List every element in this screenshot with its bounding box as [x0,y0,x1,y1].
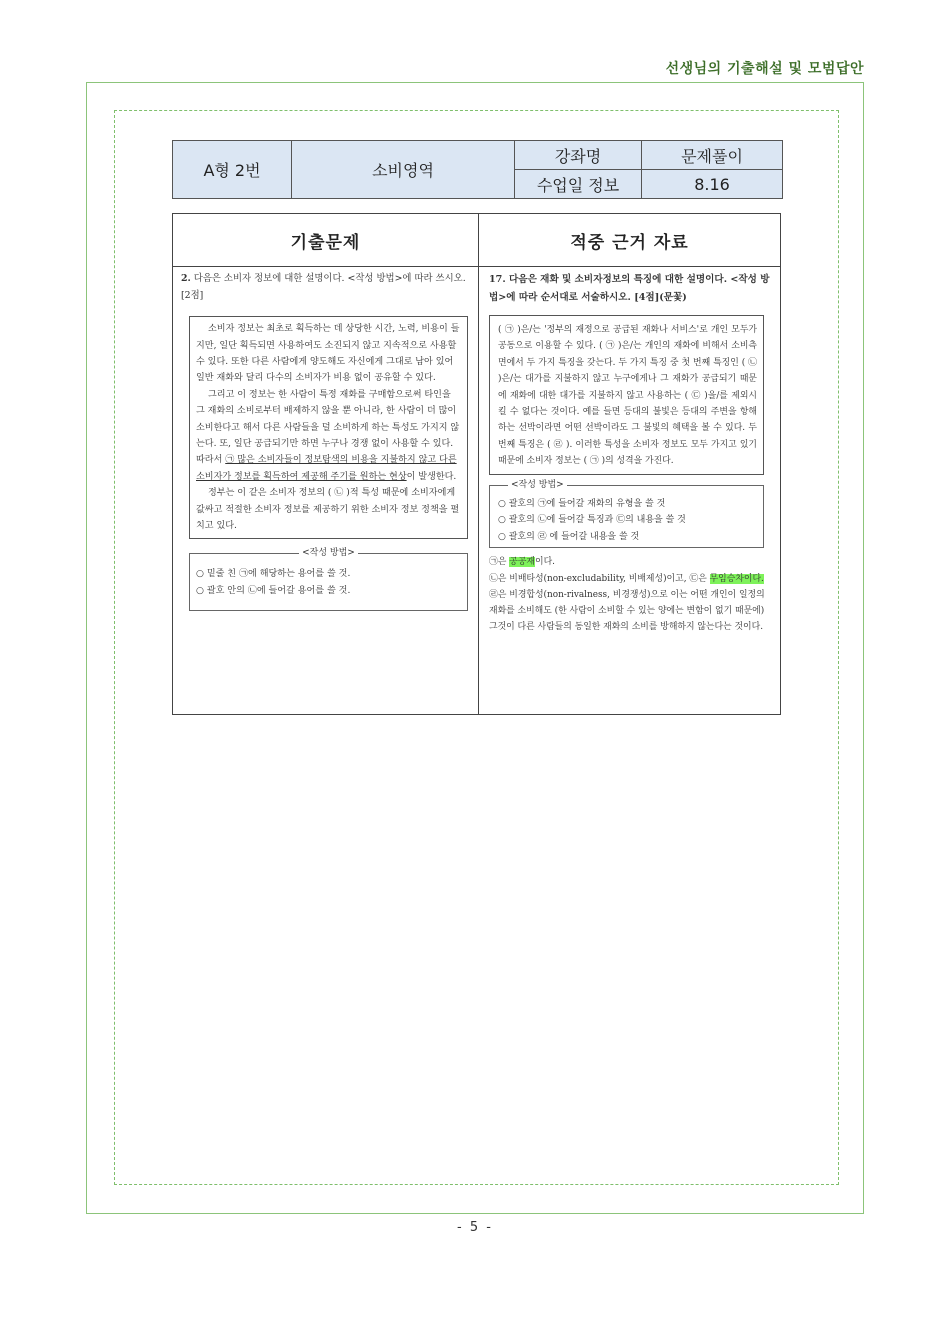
reference-method-item-1: ○ 괄호의 ㉠에 들어갈 재화의 유형을 쓸 것 [498,498,666,509]
answer-1-pre: ㉠은 [489,557,510,568]
underlined-phrase: ㉠ 많은 소비자들이 정보탐색의 비용을 지불하지 않고 다른 소비자가 정보를 획득하여 제공해 주기를 원하는 현상 [196,455,457,482]
passage-paragraph-2-end: 이 발생한다. [406,471,457,482]
question-number: 2. [181,273,191,284]
answer-2-pre: ㉡은 비배타성(non-excludability, 비배제성)이고, ㉢은 [489,573,710,584]
answer-1-post: 이다. [535,557,555,568]
reference-method-label: <작성 방법> [508,480,567,490]
exam-type: A형 2번 [173,141,292,199]
answer-block [489,554,768,635]
passage-paragraph-2-start: 그리고 이 정보는 한 사람이 특정 재화를 구매함으로써 타인을 그 재화의 소비로부터 배제하지 않을 뿐 아니라, 한 사람이 더 많이 소비한다고 해서 다른 사람들을 덜 소비하게 하는 특성도 가지지 않는다. 또, 일단 공급되기만 하면 누구나 경쟁 없이 사용할 수 있다. 따라서 [196,389,460,466]
passage-paragraph-2 [196,387,461,485]
method-item-2: ○ 괄호 안의 ㉡에 들어갈 용어를 쓸 것. [196,586,351,597]
reference-passage-box: ( ㉠ )은/는 '정부의 재정으로 공급된 재화나 서비스'로 개인 모두가 공동으로 이용할 수 있다. ( ㉠ )은/는 개인의 재화에 비해서 소비측면에서 두 가지 특징을 갖는다. 두 가지 특징 중 첫 번째 특징인 ( ㉡ )은/는 대가를 지불하지 않고 누구에게나 그 재화가 공급되기 때문에 재화에 대한 대가를 지불하지 않고 사용하는 ( ㉢ )을/를 제외시킬 수 없다는 것이다. 예를 들면 등대의 불빛은 등대의 주변을 항해하는 선박이라면 어떤 선박이라도 그 불빛의 혜택을 볼 수 있다. 두 번째 특징은 ( ㉣ ). 이러한 특성을 소비자 정보도 모두 가지고 있기 때문에 소비자 정보는 ( ㉠ )의 성격을 가진다. [489,315,764,475]
question-passage [189,316,468,539]
passage-paragraph-3: 정부는 이 같은 소비자 정보의 ( ㉡ )적 특성 때문에 소비자에게 값싸고 적절한 소비자 정보를 제공하기 위한 소비자 정보 정책을 펼치고 있다. [196,488,460,532]
reference-material-cell [479,267,781,715]
course-value: 문제풀이 [642,141,783,170]
exam-question-cell [173,267,479,715]
reference-method-item-2: ○ 괄호의 ㉡에 들어갈 특징과 ㉢의 내용을 쓸 것 [498,515,686,526]
header-title: 선생님의 기출해설 및 모범답안 [665,61,864,77]
date-value: 8.16 [642,170,783,199]
answer-2 [489,571,768,587]
date-label: 수업일 정보 [515,170,642,199]
reference-question-title: 17. 다음은 재화 및 소비자정보의 특징에 대한 설명이다. <작성 방법>에 따라 순서대로 서술하시오. [4점](문꽃) [489,274,770,303]
page-number: - 5 - [457,1220,493,1235]
reference-method-box [489,479,764,549]
writing-method-box [189,548,468,611]
answer-1 [489,554,768,570]
right-header: 적중 근거 자료 [479,214,781,267]
exam-question-title [173,267,478,304]
question-text: 다음은 소비자 정보에 대한 설명이다. <작성 방법>에 따라 쓰시오. [2점] [181,273,466,301]
answer-1-highlight: 공공재 [509,557,536,568]
info-table [172,140,783,199]
reference-method-item-3: ○ 괄호의 ㉣ 에 들어갈 내용을 쓸 것 [498,531,640,542]
left-header: 기출문제 [173,214,479,267]
course-label: 강좌명 [515,141,642,170]
answer-2-highlight: 무임승차이다. [709,573,764,584]
answer-3: ㉣은 비경합성(non-rivalness, 비경쟁성)으로 이는 어떤 개인이 일정의 재화를 소비해도 (한 사람이 소비할 수 있는 양에는 변함이 없기 때문에) 그것이 다른 사람들의 동일한 재화의 소비를 방해하지 않는다는 것이다. [489,589,765,633]
exam-area: 소비영역 [292,141,515,199]
main-table [172,213,781,715]
passage-paragraph-1: 소비자 정보는 최초로 획득하는 데 상당한 시간, 노력, 비용이 들지만, 일단 획득되면 사용하여도 소진되지 않고 지속적으로 사용할 수 있다. 또한 다른 사람에게 양도해도 자신에게 그대로 남아 있어 일반 재화와 달리 다수의 소비자가 비용 없이 공유할 수 있다. [196,324,460,384]
method-item-1: ○ 밑줄 친 ㉠에 해당하는 용어를 쓸 것. [196,569,351,580]
writing-method-label: <작성 방법> [299,548,358,558]
